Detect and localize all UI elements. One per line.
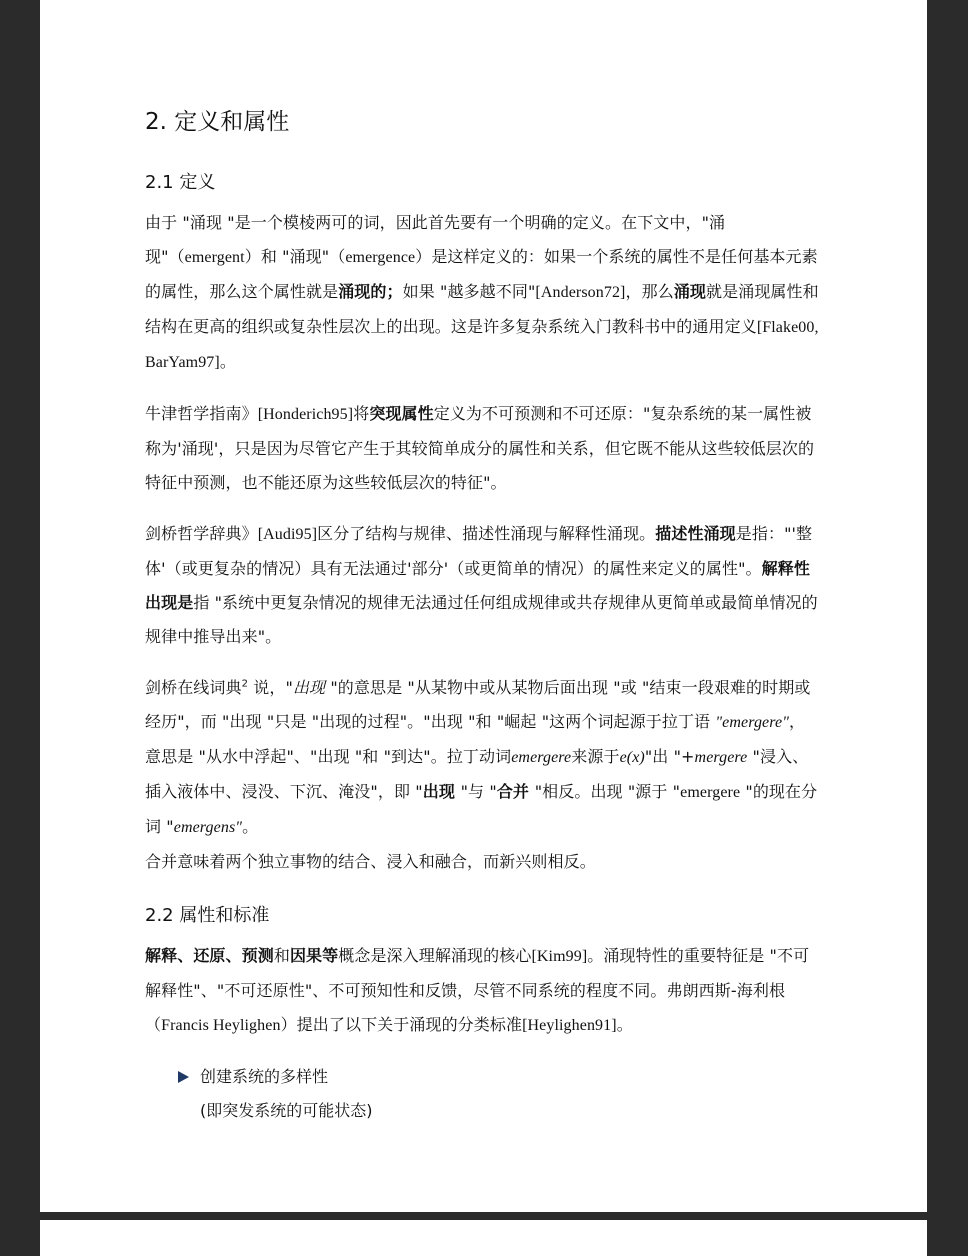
bold-text: 是: [177, 593, 194, 612]
text: 由于 "涌现 "是一个模棱两可的词，因此首先要有一个明确的定义。在下文中，"涌现"（: [145, 213, 726, 266]
text: 说，": [248, 678, 293, 697]
section-heading: 2. 定义和属性: [145, 109, 290, 135]
text: 。: [219, 352, 236, 371]
bullet-item: [200, 1060, 821, 1128]
bold-text: 出现: [422, 782, 461, 801]
paragraph-cambridge-dictionary: [145, 517, 821, 654]
citation: [Flake00, BarYam97]: [145, 319, 819, 371]
text: 就是涌现属性和结构在更高的组织或复杂性层次上的出现。这是许多复杂系统入门教科书中的通用定义: [145, 282, 819, 336]
bold-text: 还原: [193, 946, 226, 965]
text: ）和 "涌现"（: [244, 247, 346, 266]
text: emergence: [345, 249, 416, 266]
bold-text: 预测: [241, 946, 274, 965]
bold-text: 合并: [496, 782, 535, 801]
bold-text: 涌现的；: [338, 282, 403, 301]
text: 是指："'整体'（或更复杂的情况）具有无法通过'部分'（或更简单的情况）的属性来定义的属性"。: [145, 524, 813, 578]
paragraph-oxford: [145, 397, 821, 500]
text: 如果 "越多越不同": [402, 282, 536, 301]
text: 。: [616, 1015, 633, 1034]
bold-text: 解释性出现: [145, 559, 810, 612]
text: 。: [242, 817, 259, 836]
italic-text: "emergere": [715, 714, 790, 731]
bold-text: 解释: [145, 946, 178, 965]
italic-text: emergens": [173, 819, 243, 836]
text: ）提出了以下关于涌现的分类标准: [280, 1015, 523, 1034]
bold-text: 突现属性: [369, 404, 434, 423]
text: "与 ": [460, 782, 497, 801]
italic-text: 出现 ": [292, 678, 338, 697]
italic-text: emergere: [511, 749, 572, 766]
text: 和: [273, 946, 290, 965]
citation: [Heylighen91]: [522, 1017, 617, 1034]
text: 指 "系统中更复杂情况的规律无法通过任何组成规律或共存规律从更简单或最简单情况的规律中推导出来"。: [145, 593, 818, 646]
text: "出 "+: [644, 747, 695, 766]
next-page: [40, 1220, 927, 1256]
text: ，那么: [625, 282, 674, 301]
bullet-line-1: 创建系统的多样性: [200, 1067, 329, 1086]
citation: [Anderson72]: [535, 284, 626, 301]
text: "浸入、插入液体中、浸没、下沉、淹没"，即 ": [145, 747, 809, 801]
bold-text: 、: [177, 946, 194, 965]
text: 区分了结构与规律、描述性涌现与解释性涌现。: [317, 524, 656, 543]
text: 概念是深入理解涌现的核心: [338, 946, 532, 965]
text: emergent: [184, 249, 245, 266]
text: Francis Heylighen: [161, 1017, 281, 1034]
text: 。涌现特性的重要特征是 "不可解释性"、"不可还原性"、不可预知性和反馈，尽管不同系统的程度不同。弗朗西斯-海利根（: [145, 946, 810, 1034]
text: 将: [353, 404, 370, 423]
footnote-marker: 2: [241, 678, 249, 690]
triangle-bullet-icon: [178, 1071, 189, 1083]
subsection-title-definition: 2.1 定义: [145, 172, 216, 193]
paragraph-definition: [145, 206, 821, 380]
text: "相反。出现 "源于 ": [534, 782, 681, 801]
text: 牛津哲学指南》: [145, 404, 258, 423]
page-content: [145, 104, 821, 1128]
citation: [Kim99]: [531, 948, 588, 965]
bullet-line-2: (即突发系统的可能状态): [200, 1101, 373, 1120]
text: emergere: [680, 784, 741, 801]
bold-text: 、: [225, 946, 242, 965]
bold-text: 等: [322, 946, 339, 965]
subsection-title-properties: 2.2 属性和标准: [145, 905, 270, 926]
bold-text: 描述性涌现: [655, 524, 736, 543]
text: ，意思是 "从水中浮起"、"出现 "和 "到达"。拉丁动词: [145, 712, 806, 766]
paragraph-cambridge-online: [145, 671, 821, 845]
document-page: [40, 0, 927, 1212]
text: 剑桥哲学辞典》: [145, 524, 258, 543]
text: 的意思是 "从某物中或从某物后面出现 "或 "结束一段艰难的时期或经历"，而 "出现 "只是 "出现的过程"。"出现 "和 "崛起 "这两个词起源于拉丁语: [145, 678, 811, 731]
text: 定义为不可预测和不可还原："复杂系统的某一属性被称为'涌现'，只是因为尽管它产生于其较简单成分的属性和关系，但它既不能从这些较低层次的特征中预测，也不能还原为这些较低层次的特征"。: [145, 404, 815, 492]
text: ）是这样定义的：如果一个系统的属性不是任何基本元素的属性，那么这个属性就是: [145, 247, 818, 301]
bold-text: 涌现: [673, 282, 707, 301]
paragraph-merge: 合并意味着两个独立事物的结合、浸入和融合，而新兴则相反。: [145, 852, 596, 871]
text: "的现在分词 ": [145, 782, 818, 836]
paragraph-properties: [145, 939, 821, 1043]
text: 来源于: [571, 747, 620, 766]
citation: [Honderich95]: [257, 406, 354, 423]
citation: [Audi95]: [257, 526, 318, 543]
italic-text: e(x): [619, 749, 645, 766]
text: 剑桥在线词典: [145, 678, 242, 697]
italic-text: mergere: [694, 749, 748, 766]
bold-text: 因果: [289, 946, 323, 965]
